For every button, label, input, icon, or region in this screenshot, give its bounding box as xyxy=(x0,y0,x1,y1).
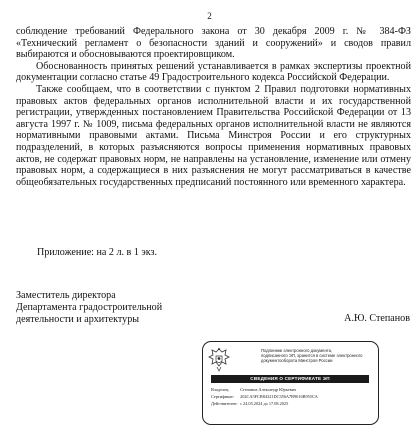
stamp-header-line: Подлинник электронного документа, xyxy=(261,348,333,353)
stamp-header-line: подписанного ЭП, хранится в системе электронного xyxy=(261,353,363,359)
certificate-validity-row xyxy=(211,400,318,407)
signatory-title-line: Департамента градостроительной xyxy=(16,301,163,313)
signatory-title-line: деятельности и архитектуры xyxy=(16,313,140,325)
validity-label: Действителен: xyxy=(211,401,238,406)
stamp-header-line: документооборота Минстроя России xyxy=(261,358,333,364)
certificate-label: Сертификат: xyxy=(211,394,235,399)
attachment-note: Приложение: на 2 л. в 1 экз. xyxy=(37,247,158,258)
signer-name: А.Ю. Степанов xyxy=(344,313,410,324)
paragraph-legal-status: Также сообщаем, что в соответствии с пунктом 2 Правил подготовки нормативных правовых актов федеральных органов исполнительной власти и их государственной регистрации, утвержденных постановлением Правительства Российской Федерации от 13 августа 1997 г. № 1009, письма федеральных органов исполнительной власти не являются нормативными правовыми актами. Письма Минстроя России и его структурных подразделений, в которых разъясняются вопросы применения нормативных правовых актов, не содержат правовых норм, не направлены на установление, изменение или отмену правовых норм, а содержащиеся в них разъяснения не могут рассматриваться в качестве общеобязательных государственных предписаний постоянного или временного характера. xyxy=(16,83,411,188)
certificate-owner-row xyxy=(211,386,318,393)
certificate-title-bar: СВЕДЕНИЯ О СЕРТИФИКАТЕ ЭП xyxy=(211,375,369,383)
owner-value: Степанов Александр Юрьевич xyxy=(240,387,297,392)
paragraph-requirements: соблюдение требований Федерального закона от 30 декабря 2009 г. № 384-ФЗ «Технический регламент о безопасности зданий и сооружений» и сводов правил выбираются и обосновываются проектировщиком. xyxy=(16,26,411,61)
validity-value: с 24.05.2024 до 17.08.2025 xyxy=(240,401,289,406)
certificate-serial-row xyxy=(211,393,318,400)
certificate-value: 202CA5FCB84321DC356A7B9016B955CA xyxy=(240,394,318,399)
coat-of-arms-icon xyxy=(207,347,231,373)
certificate-details xyxy=(211,386,318,407)
paragraph-expertise: Обоснованность принятых решений устанавливается в рамках экспертизы проектной документации согласно статье 49 Градостроительного кодекса Российской Федерации. xyxy=(16,60,411,84)
signatory-title-line: Заместитель директора xyxy=(16,290,116,301)
page-number: 2 xyxy=(207,11,212,21)
electronic-signature-stamp xyxy=(202,341,379,425)
letter-body xyxy=(16,26,411,188)
signatory-title xyxy=(16,290,162,325)
owner-label: Владелец: xyxy=(211,387,230,392)
stamp-header xyxy=(261,348,375,364)
